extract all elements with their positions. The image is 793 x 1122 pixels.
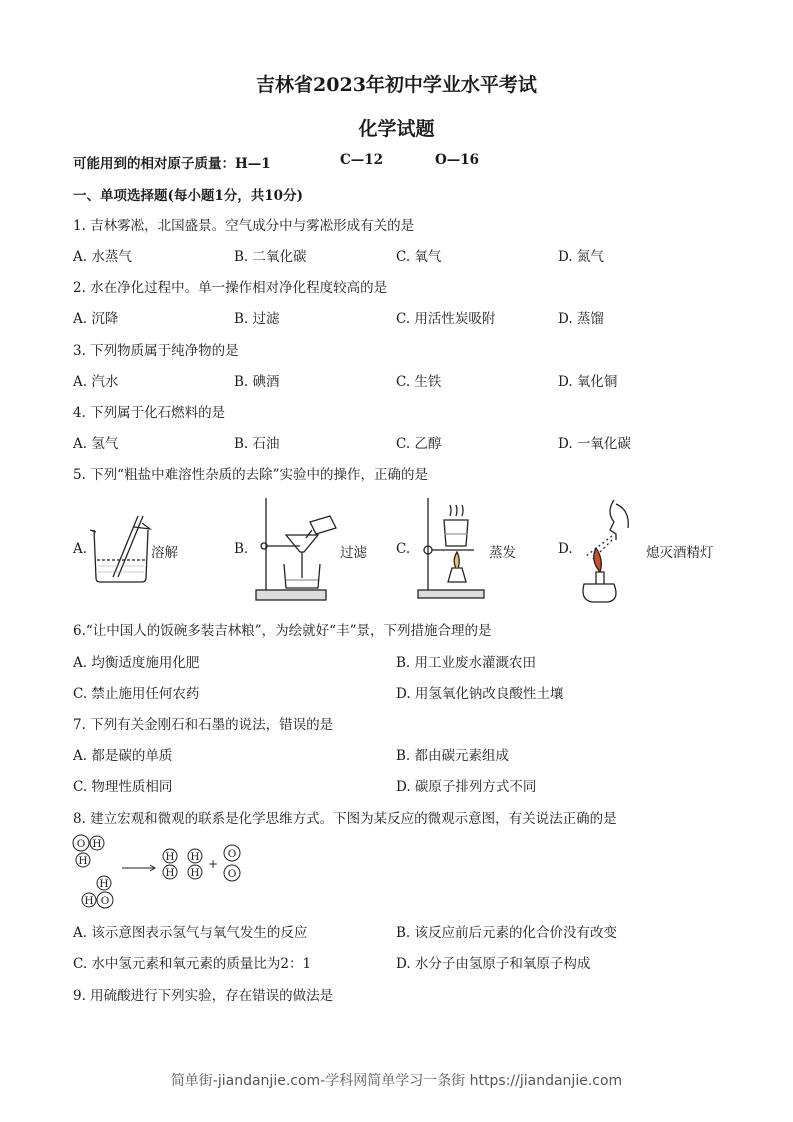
atom-h-6: H bbox=[165, 867, 175, 879]
question-8-option-b[interactable]: B. 该反应前后元素的化合价没有改变 bbox=[396, 925, 618, 941]
atom-h-1: H bbox=[92, 838, 102, 850]
question-4-option-b[interactable]: B. 石油 bbox=[234, 436, 280, 452]
question-5-caption-b: 过滤 bbox=[340, 545, 367, 561]
question-5-option-d[interactable]: D. bbox=[558, 541, 573, 557]
page-footer: 简单街-jiandanjie.com-学科网简单学习一条街 https://jiandanjie.com bbox=[170, 1073, 623, 1089]
question-8-stem: 8. 建立宏观和微观的联系是化学思维方式。下图为某反应的微观示意图，有关说法正确的是 bbox=[73, 811, 617, 827]
question-5-option-b[interactable]: B. bbox=[234, 541, 249, 557]
atom-h-4: H bbox=[84, 895, 94, 907]
section-heading: 一、单项选择题(每小题1分，共10分) bbox=[73, 188, 303, 204]
atom-h-7: H bbox=[190, 851, 200, 863]
atom-h-5: H bbox=[165, 851, 175, 863]
question-1-option-c[interactable]: C. 氧气 bbox=[396, 249, 442, 265]
question-5-caption-c: 蒸发 bbox=[489, 545, 516, 561]
question-6-stem: 6.“让中国人的饭碗多装吉林粮”，为绘就好“丰”景，下列措施合理的是 bbox=[73, 623, 492, 639]
question-4-option-d[interactable]: D. 一氧化碳 bbox=[558, 436, 631, 452]
atom-o-2: O bbox=[100, 895, 110, 907]
question-6-option-d[interactable]: D. 用氢氧化钠改良酸性土壤 bbox=[396, 686, 564, 702]
question-7-option-b[interactable]: B. 都由碳元素组成 bbox=[396, 748, 510, 764]
question-8-option-a[interactable]: A. 该示意图表示氢气与氧气发生的反应 bbox=[73, 925, 308, 941]
question-2-option-c[interactable]: C. 用活性炭吸附 bbox=[396, 311, 496, 327]
question-6-option-c[interactable]: C. 禁止施用任何农药 bbox=[73, 686, 200, 702]
question-3-stem: 3. 下列物质属于纯净物的是 bbox=[73, 343, 239, 359]
exam-title: 吉林省2023年初中学业水平考试 bbox=[256, 74, 537, 96]
question-7-stem: 7. 下列有关金刚石和石墨的说法，错误的是 bbox=[73, 717, 334, 733]
question-1-option-b[interactable]: B. 二氧化碳 bbox=[234, 249, 307, 265]
atom-o-1: O bbox=[76, 838, 86, 850]
question-3-option-c[interactable]: C. 生铁 bbox=[396, 374, 442, 390]
question-4-option-a[interactable]: A. 氢气 bbox=[73, 436, 119, 452]
question-2-option-b[interactable]: B. 过滤 bbox=[234, 311, 280, 327]
atom-o-3: O bbox=[227, 848, 237, 860]
atomic-mass-h: 可能用到的相对原子质量：H—1 bbox=[73, 156, 271, 172]
question-3-option-b[interactable]: B. 碘酒 bbox=[234, 374, 280, 390]
question-8-option-d[interactable]: D. 水分子由氢原子和氧原子构成 bbox=[396, 956, 591, 972]
question-7-option-c[interactable]: C. 物理性质相同 bbox=[73, 779, 173, 795]
atom-h-8: H bbox=[190, 867, 200, 879]
question-1-option-a[interactable]: A. 水蒸气 bbox=[73, 249, 132, 265]
question-3-option-a[interactable]: A. 汽水 bbox=[73, 374, 119, 390]
exam-subtitle: 化学试题 bbox=[358, 118, 435, 140]
question-3-option-d[interactable]: D. 氧化铜 bbox=[558, 374, 618, 390]
question-1-stem: 1. 吉林雾凇，北国盛景。空气成分中与雾凇形成有关的是 bbox=[73, 218, 415, 234]
question-7-option-a[interactable]: A. 都是碳的单质 bbox=[73, 748, 173, 764]
question-6-option-b[interactable]: B. 用工业废水灌溉农田 bbox=[396, 655, 537, 671]
question-7-option-d[interactable]: D. 碳原子排列方式不同 bbox=[396, 779, 537, 795]
atomic-mass-c: C—12 bbox=[340, 152, 384, 168]
question-2-stem: 2. 水在净化过程中。单一操作相对净化程度较高的是 bbox=[73, 280, 388, 296]
question-5-option-c[interactable]: C. bbox=[396, 541, 411, 557]
question-2-option-a[interactable]: A. 沉降 bbox=[73, 311, 119, 327]
atom-h-2: H bbox=[78, 855, 88, 867]
plus-sign: + bbox=[207, 857, 219, 871]
atom-o-4: O bbox=[227, 868, 237, 880]
question-2-option-d[interactable]: D. 蒸馏 bbox=[558, 311, 604, 327]
atom-h-3: H bbox=[99, 878, 109, 890]
question-8-option-c[interactable]: C. 水中氢元素和氧元素的质量比为2：1 bbox=[73, 956, 312, 972]
question-5-option-a[interactable]: A. bbox=[73, 541, 88, 557]
question-5-caption-a: 溶解 bbox=[151, 545, 178, 561]
question-9-stem: 9. 用硫酸进行下列实验，存在错误的做法是 bbox=[73, 988, 334, 1004]
question-4-stem: 4. 下列属于化石燃料的是 bbox=[73, 405, 226, 421]
question-5-stem: 5. 下列“粗盐中难溶性杂质的去除”实验中的操作，正确的是 bbox=[73, 467, 428, 483]
question-6-option-a[interactable]: A. 均衡适度施用化肥 bbox=[73, 655, 200, 671]
atomic-mass-o: O—16 bbox=[435, 152, 480, 168]
question-4-option-c[interactable]: C. 乙醇 bbox=[396, 436, 442, 452]
question-5-caption-d: 熄灭酒精灯 bbox=[646, 545, 714, 561]
question-1-option-d[interactable]: D. 氮气 bbox=[558, 249, 604, 265]
